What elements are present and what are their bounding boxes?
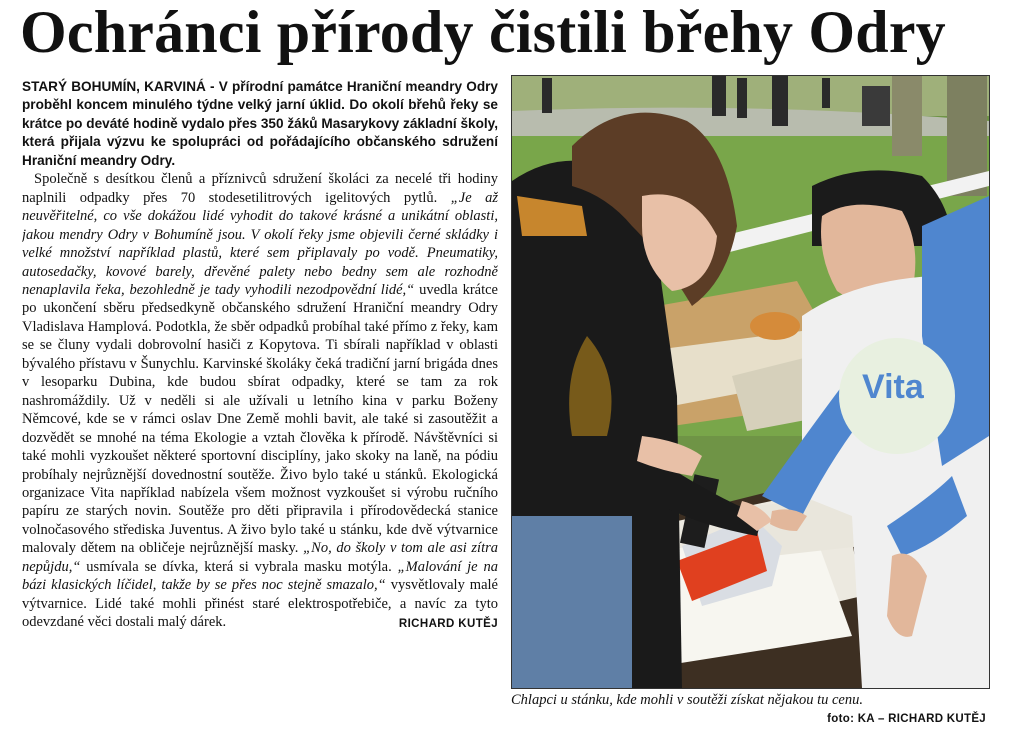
article-lead: STARÝ BOHUMÍN, KARVINÁ - V přírodní památce Hraniční meandry Odry proběhl koncem minulého týdne velký jarní úklid. Do okolí břehů řeky se krátce po deváté hodině vydalo přes 350 žáků Masarykovy základní školy, která přijala výzvu ke spolupráci od pořádajícího občanského sdružení Hraniční meandry Odry. <box>22 79 498 168</box>
quote-1: „Je až neuvěřitelné, co vše dokážou lidé vyhodit do takové krásné a unikátní oblasti, jakou mendry Odry v Bohumíně jsou. V okolí řeky jsme objevili černé skládky i velké množství například plastů, které sem připlavaly po vodě. Pneumatiky, autosedačky, kovové barely, dřevěné palety nebo bedny sem ale rozhodně nenaplavila řeka, bezohledně je tady vyhodili nezodpovědní lidé,“ <box>22 189 498 298</box>
quote-2: „No, do školy v tom ale asi zítra nepůjdu,“ <box>22 540 498 575</box>
body-part-3: usmívala se dívka, která si vybrala masku motýla. <box>80 558 398 575</box>
photo-credit: foto: KA – RICHARD KUTĚJ <box>827 713 986 725</box>
article-text <box>22 78 498 730</box>
photo-caption: Chlapci u stánku, kde mohli v soutěži získat nějakou tu cenu. <box>511 692 863 708</box>
article-body <box>22 170 498 631</box>
body-part-1: Společně s desítkou členů a příznivců sdružení školáci za necelé tři hodiny naplnili odpadky přes 70 stodesetilitrových igelitových pytlů. <box>22 171 498 206</box>
headline: Ochránci přírody čistili břehy Odry <box>20 0 946 65</box>
quote-3: „Malování je na bázi klasických líčidel, takže by se přes noc stejně smazalo,“ <box>22 558 498 594</box>
byline: RICHARD KUTĚJ <box>398 618 498 631</box>
body-part-2: uvedla krátce po ukončení sběru předsedkyně občanského sdružení Hraniční meandry Odry Vladislava Hamplová. Podotkla, že sběr odpadků probíhal také přímo z řeky, kam se se čluny vydali dobrovolní hasiči z Kopytova. Ti sbírali například v oblasti bývalého přístavu v Šunychlu. Karvinské školáky čeká tradiční jarní brigáda dnes v lesoparku Dubina, kde budou sbírat odpadky, které se tam za rok nashromáždily. Už v neděli si ale užívali u letního kina v parku Boženy Němcové, kde se v rámci oslav Dne Země mohli bavit, ale také si zasoutěžit a dozvědět se mnohé na téma Ekologie a vztah člověka k přírodě. Návštěvníci si také mohli vyzkoušet některé sportovní disciplíny, jako skoky na laně, na pódiu probíhaly nejrůznější dovednostní soutěže. Živo bylo také u stánků. Ekologická organizace Vita například nabízela všem možnost vyzkoušet si výrobu ručního papíru ze starých novin. Soutěže pro děti připravila i přírodovědecká stanice volnočasového střediska Juventus. A živo bylo také u stánku, kde dvě výtvarnice malovaly dětem na obličeje nejrůznější masky. <box>22 281 498 557</box>
vita-apron-logo: Vita <box>862 368 924 406</box>
article-photo <box>511 75 990 689</box>
body-part-4: vysvětlovaly malé výtvarnice. Lidé také mohli přinést staré elektrospotřebiče, a navíc za tyto odevzdané věci dostali malý dárek. <box>22 577 498 631</box>
